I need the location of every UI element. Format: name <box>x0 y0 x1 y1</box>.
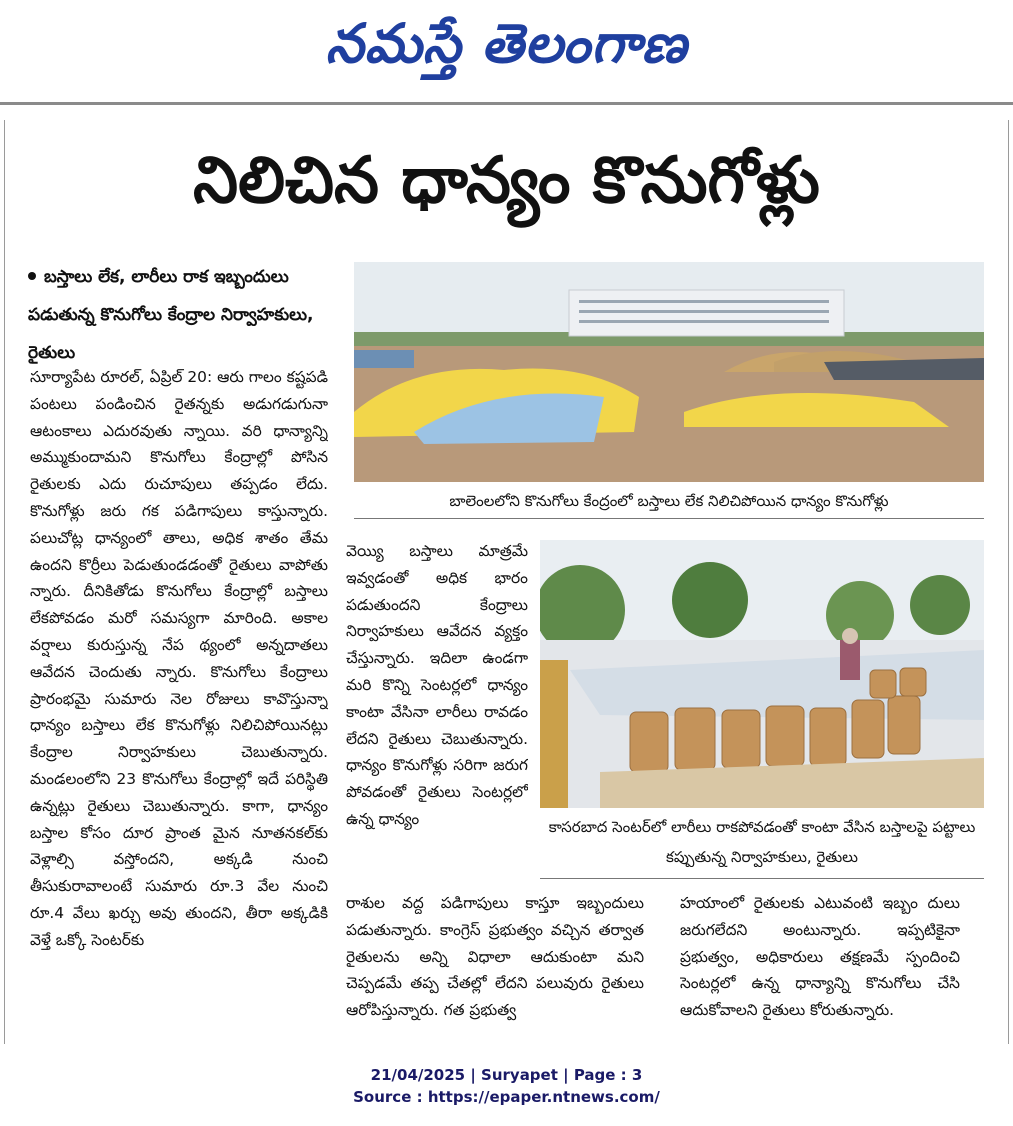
photo-sacks-tarps <box>540 540 984 808</box>
article-column-4: హయాంలో రైతులకు ఎటువంటి ఇబ్బం దులు జరుగలేదని అంటున్నారు. ఇప్పటికైనా ప్రభుత్వం, అధికారులు తక్షణమే స్పందించి సెంటర్లలో ఉన్న ధాన్యాన్ని కొనుగోలు చేసి ఆదుకోవాలని రైతులు కోరుతున్నారు. <box>680 894 960 1020</box>
footer-source-link[interactable]: Source : https://epaper.ntnews.com/ <box>353 1088 660 1106</box>
photo2-caption: కాసరబాద సెంటర్‌లో లారీలు రాకపోవడంతో కాంటా వేసిన బస్తాలపై పట్టాలు కప్పుతున్న నిర్వాహకులు, రైతులు <box>540 812 984 879</box>
page-footer <box>0 1064 1013 1108</box>
article-column-1: సూర్యాపేట రూరల్, ఏప్రిల్ 20: ఆరు గాలం కష్టపడి పంటలు పండించిన రైతన్నకు అడుగడుగునా ఆటంకాలు ఎదురవుతు న్నాయి. వరి ధాన్యాన్ని అమ్ముకుందామని కొనుగోలు కేంద్రాల్లో పోసిన రైతులకు ఎదు రుచూపులు తప్పడం లేదు. కొనుగోళ్లు జరు గక పడిగాపులు కాస్తున్నారు. పలుచోట్ల ధాన్యంలో తాలు, అధిక శాతం తేమ ఉందని కొర్రీలు పెడుతుండడంతో రైతులు వాపోతు న్నారు. దీనికితోడు కొనుగోలు కేంద్రాల్లో బస్తాలు లేకపోవడం మరో సమస్యగా మారింది. అకాల వర్షాలు కురుస్తున్న నేప థ్యంలో అన్నదాతలు ఆవేదన చెందుతు న్నారు. కొనుగోలు కేంద్రాలు ప్రారంభమై సుమారు నెల రోజులు కావొస్తున్నా ధాన్యం బస్తాలు లేక కొనుగోళ్లు నిలిచిపోయినట్లు కేంద్రాల నిర్వాహకులు చెబుతున్నారు. మండలంలోని 23 కొనుగోలు కేంద్రాల్లో ఇదే పరిస్థితి ఉన్నట్లు రైతులు చెబుతున్నారు. కాగా, ధాన్యం బస్తాల కోసం దూర ప్రాంత మైన నూతనకల్‌కు వెళ్లాల్సి వస్తోందని, అక్కడి నుంచి తీసుకురావాలంటే సుమారు రూ.3 వేల నుంచి రూ.4 వేలు ఖర్చు అవు తుందని, తీరా అక్కడికి వెళ్తే ఒక్కో సెంటర్‌కు <box>30 368 328 949</box>
article-column-2: వెయ్యి బస్తాలు మాత్రమే ఇవ్వడంతో అధిక భారం పడుతుందని కేంద్రాలు నిర్వాహకులు ఆవేదన వ్యక్తం చేస్తున్నారు. ఇదిలా ఉండగా మరి కొన్ని సెంటర్లలో ధాన్యం కాంటా వేసినా లారీలు రావడం లేదని రైతులు చెబుతున్నారు. ధాన్యం కొనుగోళ్లు సరిగా జరుగ పోవడంతో రైతులు సెంటర్లలో ఉన్న ధాన్యం <box>346 542 528 828</box>
photo-grain-heaps-image <box>354 262 984 482</box>
photo1-caption: బాలెంలలోని కొనుగోలు కేంద్రంలో బస్తాలు లేక నిలిచిపోయిన ధాన్యం కొనుగోళ్లు <box>354 486 984 519</box>
bullet-icon <box>28 272 36 280</box>
article-headline: నిలిచిన ధాన్యం కొనుగోళ్లు <box>193 144 820 218</box>
article-column-3: రాశుల వద్ద పడిగాపులు కాస్తూ ఇబ్బందులు పడుతున్నారు. కాంగ్రెస్ ప్రభుత్వం వచ్చిన తర్వాత రైతులను అన్ని విధాలా ఆదుకుంటా మని చెప్పడమే తప్ప చేతల్లో లేదని పలువురు రైతులు ఆరోపిస్తున్నారు. గత ప్రభుత్వ <box>346 894 644 1020</box>
photo-sacks-tarps-image <box>540 540 984 808</box>
masthead-rule <box>0 102 1013 105</box>
subheadline-text: బస్తాలు లేక, లారీలు రాక ఇబ్బందులు పడుతున్న కొనుగోలు కేంద్రాల నిర్వాహకులు, రైతులు <box>28 267 314 363</box>
masthead-logo: నమస్తే తెలంగాణ <box>325 11 688 75</box>
photo-grain-heaps <box>354 262 984 482</box>
article-subheadline <box>28 258 328 372</box>
footer-date-line: 21/04/2025 | Suryapet | Page : 3 <box>370 1066 643 1084</box>
